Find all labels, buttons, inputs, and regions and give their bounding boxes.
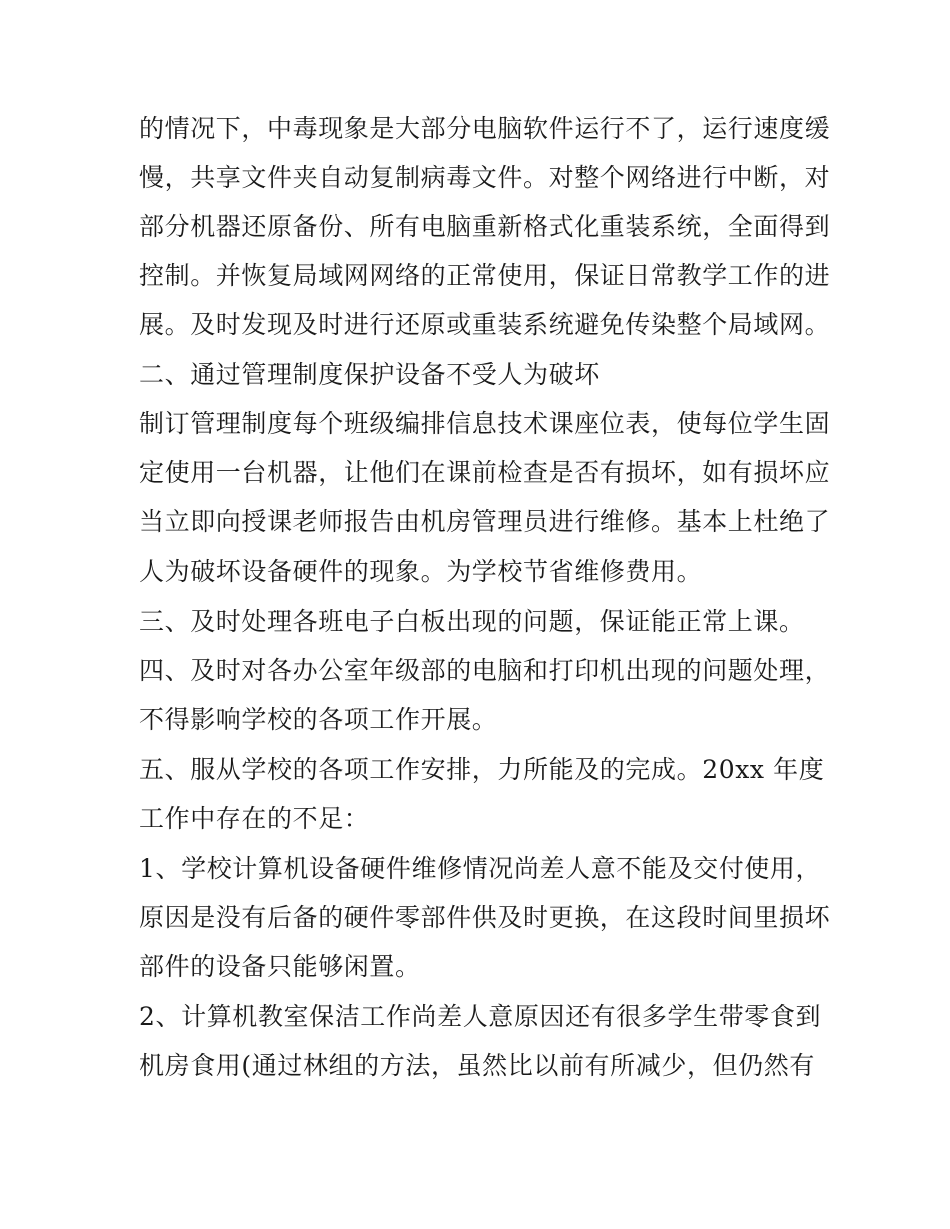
paragraph-line: 的情况下，中毒现象是大部分电脑软件运行不了，运行速度缓: [139, 114, 831, 143]
paragraph-line: 控制。并恢复局域网网络的正常使用，保证日常教学工作的进: [139, 261, 831, 290]
paragraph-line: 工作中存在的不足：: [139, 804, 370, 833]
paragraph-line: 部件的设备只能够闲置。: [139, 952, 421, 981]
list-item: 2、计算机教室保洁工作尚差人意原因还有很多学生带零食到: [139, 1002, 822, 1031]
section-heading: 二、通过管理制度保护设备不受人为破坏: [139, 360, 600, 389]
paragraph-line: 机房食用(通过林组的方法，虽然比以前有所减少，但仍然有: [139, 1051, 815, 1080]
section-heading: 五、服从学校的各项工作安排，力所能及的完成。20xx 年度: [139, 755, 825, 784]
paragraph-line: 不得影响学校的各项工作开展。: [139, 705, 498, 734]
paragraph-line: 原因是没有后备的硬件零部件供及时更换，在这段时间里损坏: [139, 903, 831, 932]
paragraph-line: 制订管理制度每个班级编排信息技术课座位表，使每位学生固: [139, 409, 831, 438]
paragraph-line: 定使用一台机器，让他们在课前检查是否有损坏，如有损坏应: [139, 458, 831, 487]
paragraph-line: 当立即向授课老师报告由机房管理员进行维修。基本上杜绝了: [139, 507, 831, 536]
section-heading: 四、及时对各办公室年级部的电脑和打印机出现的问题处理，: [139, 656, 831, 685]
paragraph-line: 展。及时发现及时进行还原或重装系统避免传染整个局域网。: [139, 310, 831, 339]
section-heading: 三、及时处理各班电子白板出现的问题，保证能正常上课。: [139, 607, 805, 636]
list-item: 1、学校计算机设备硬件维修情况尚差人意不能及交付使用，: [139, 854, 822, 883]
paragraph-line: 人为破坏设备硬件的现象。为学校节省维修费用。: [139, 557, 703, 586]
paragraph-line: 部分机器还原备份、所有电脑重新格式化重装系统，全面得到: [139, 212, 831, 241]
paragraph-line: 慢，共享文件夹自动复制病毒文件。对整个网络进行中断，对: [139, 163, 831, 192]
